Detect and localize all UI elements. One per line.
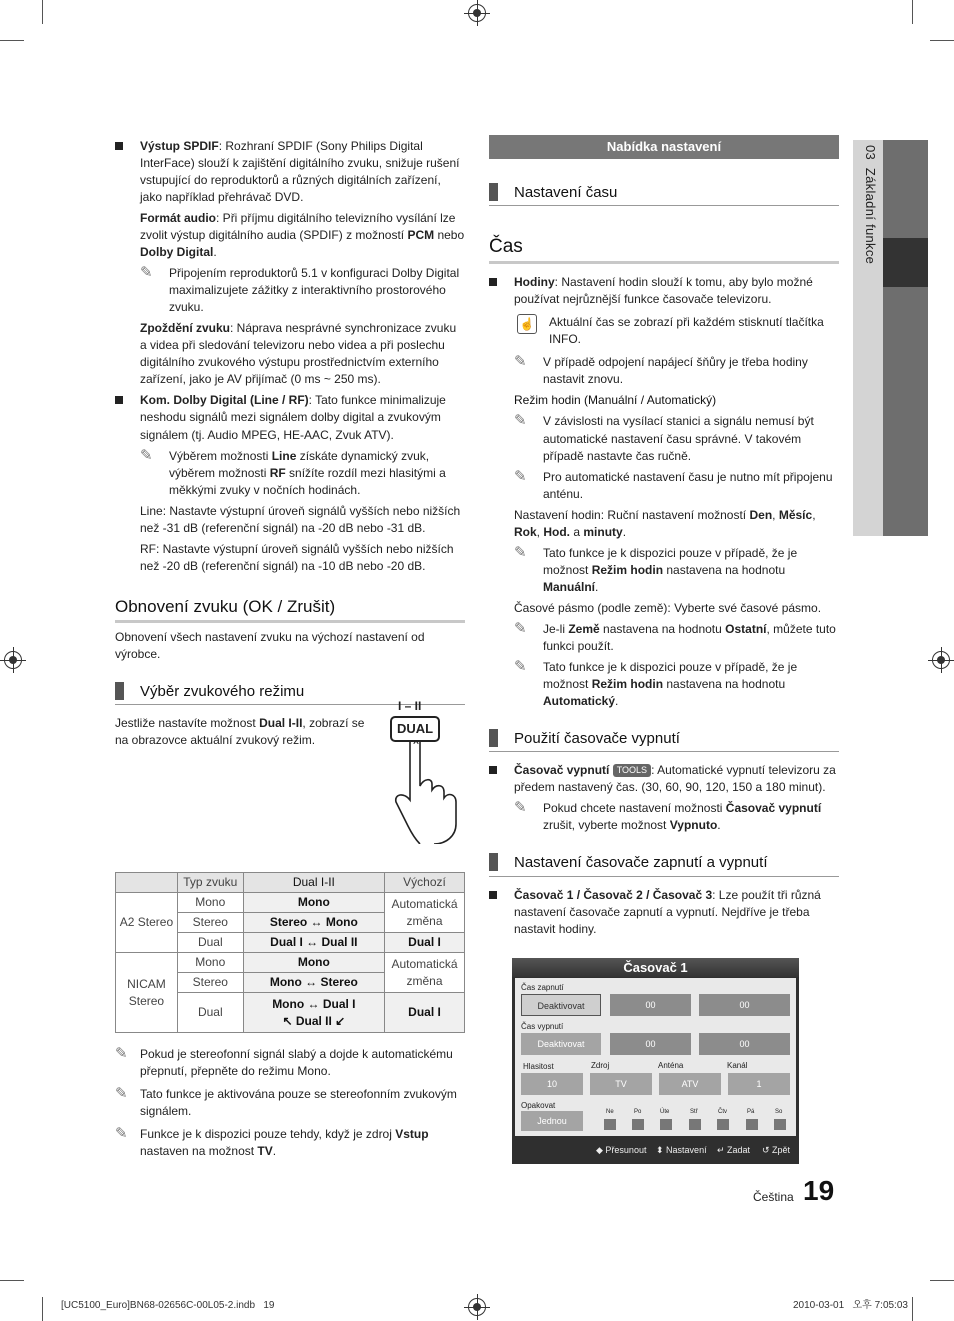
note-pencil-icon: ✎ <box>514 799 527 817</box>
crop-mark <box>0 40 24 41</box>
info-note: ☝ Aktuální čas se zobrazí při každém stisknutí tlačítka INFO. <box>489 314 839 348</box>
note-pencil-icon: ✎ <box>140 446 153 464</box>
file-info: [UC5100_Euro]BN68-02656C-00L05-2.indb 19 <box>61 1300 275 1311</box>
heading-bar <box>489 853 498 871</box>
page-number: 19 <box>803 1175 835 1206</box>
return-hint: ↺ Zpět <box>762 1145 791 1155</box>
clock-item: Hodiny: Nastavení hodin slouží k tomu, aby bylo možné používat nejrůznější funkce časovače televizoru. <box>489 274 839 308</box>
note-pencil-icon: ✎ <box>140 264 153 282</box>
cas-heading: Čas <box>489 234 839 264</box>
crop-mark <box>912 0 913 24</box>
line-item: Line: Nastavte výstupní úroveň signálů vyšších nebo nižších než -31 dB (referenční signál) na -20 dB nebo -31 dB. <box>140 503 461 535</box>
tools-badge: TOOLS <box>613 764 651 777</box>
on-off-timer-heading: Nastavení časovače zapnutí a vypnutí <box>489 852 839 876</box>
antenna-note: ✎ Pro automatické nastavení času je nutno mít připojenu anténu. <box>514 467 833 501</box>
hand-info-icon: ☝ <box>517 314 537 334</box>
on-time-minute-field[interactable]: 00 <box>699 994 790 1016</box>
table-row: Dual Mono ↔ Dual I ↖ Dual II ↙ Dual I <box>116 993 465 1033</box>
note-line-rf: ✎ Výběrem možnosti Line získáte dynamický zvuk, výběrem možnosti RF snížíte rozdíl mezi hlasitými a měkkými zvuky v nočních hodinách. <box>140 446 446 497</box>
power-note: ✎ V případě odpojení napájecí šňůry je třeba hodiny nastavit znovu. <box>514 353 808 387</box>
reset-text: Obnovení všech nastavení zvuku na výchozí nastavení od výrobce. <box>115 629 425 661</box>
dialog-body: Čas zapnutí Deaktivovat 00 00 Čas vypnutí Deaktivovat 00 00 Hlasitost Zdroj Anténa Kanál 10 TV ATV 1 Opakovat Jednou Ne Po Úte Stř Čtv Pá So <box>515 978 796 1136</box>
note-pencil-icon: ✎ <box>115 1125 128 1143</box>
time-settings-heading: Nastavení času <box>489 182 839 206</box>
day-checkbox[interactable] <box>774 1119 786 1130</box>
off-time-activate-field[interactable]: Deaktivovat <box>521 1033 601 1055</box>
dual-button-illustration <box>386 696 468 844</box>
bullet-square-icon <box>489 766 497 774</box>
dual-label: I – II <box>398 699 422 713</box>
nicam-group: NICAM Stereo <box>116 953 178 1033</box>
registration-mark-icon <box>4 651 22 669</box>
crop-mark <box>912 1297 913 1321</box>
right-column <box>489 135 839 942</box>
channel-label: Kanál <box>727 1061 748 1070</box>
note-weak-signal: ✎ Pokud je stereofonní signál slabý a dojde k automatickému přepnutí, přepněte do režimu Mono. <box>115 1045 453 1079</box>
registration-mark-icon <box>468 1298 486 1316</box>
on-time-activate-field[interactable]: Deaktivovat <box>521 994 601 1016</box>
sleep-note: ✎ Pokud chcete nastavení možnosti Časovač vypnutí zrušit, vyberte možnost Vypnuto. <box>514 799 822 833</box>
note-pencil-icon: ✎ <box>115 1085 128 1103</box>
table-row: Stereo Mono ↔ Stereo <box>116 973 465 993</box>
note-pencil-icon: ✎ <box>514 412 527 430</box>
sleep-timer-heading: Použití časovače vypnutí <box>489 728 839 752</box>
crop-mark <box>0 1280 24 1281</box>
clock-mode-label: Režim hodin (Manuální / Automatický) <box>514 393 717 408</box>
table-row: Stereo Stereo ↔ Mono <box>116 913 465 933</box>
heading-bar <box>489 729 498 747</box>
note-pencil-icon: ✎ <box>514 657 527 675</box>
crop-mark <box>42 0 43 24</box>
note-pencil-icon: ✎ <box>514 543 527 561</box>
on-time-hour-field[interactable]: 00 <box>610 994 691 1016</box>
sidebar-tab-marker <box>883 238 928 287</box>
volume-label: Hlasitost <box>523 1062 554 1071</box>
table-row: A2 Stereo Mono Mono Automatická změna <box>116 893 465 913</box>
table-row: NICAM Stereo Mono Mono Automatická změna <box>116 953 465 973</box>
note-pencil-icon: ✎ <box>514 619 527 637</box>
note-51: ✎ Připojením reproduktorů 5.1 v konfiguraci Dolby Digital maximalizujete zážitky z interaktivního prostorového zvuku. <box>140 264 460 315</box>
mode-heading: Výběr zvukového režimu <box>115 681 465 705</box>
left-column <box>115 138 465 749</box>
audio-format-item: Formát audio: Při příjmu digitálního televizního vysílání lze zvolit výstup digitálního audia (SPDIF) z možností PCM nebo Dolby Digital. <box>140 211 465 260</box>
bullet-square-icon <box>489 278 497 286</box>
timers-item: Časovač 1 / Časovač 2 / Časovač 3: Lze použít tři různá nastavení časovače zapnutí a vypnutí. Nejdříve je třeba nastavit hodiny. <box>489 887 839 938</box>
note-stereo-only: ✎ Tato funkce je aktivována pouze se stereofonním zvukovým signálem. <box>115 1085 457 1119</box>
country-note: ✎ Je-li Země nastavena na hodnotu Ostatní, můžete tuto funkci použít. <box>514 619 836 653</box>
time-zone-item: Časové pásmo (podle země): Vyberte své časové pásmo. <box>514 600 822 615</box>
move-hint: ◆ Přesunout <box>596 1145 647 1155</box>
bullet-square-icon <box>115 142 123 150</box>
channel-field[interactable]: 1 <box>728 1073 790 1095</box>
heading-bar <box>115 682 124 700</box>
crop-mark <box>930 40 954 41</box>
day-checkbox[interactable] <box>604 1119 616 1130</box>
registration-mark-icon <box>468 4 486 22</box>
heading-bar <box>489 183 498 201</box>
note-pencil-icon: ✎ <box>514 353 527 371</box>
registration-mark-icon <box>932 651 950 669</box>
mode-note: ✎ V závislosti na vysílací stanici a signálu nemusí být automatické nastavení času správné. V takovém případě nastavte čas ručně. <box>514 412 814 463</box>
adjust-hint: ⬍ Nastavení <box>656 1145 707 1155</box>
antenna-label: Anténa <box>658 1061 684 1070</box>
mode-text: Jestliže nastavíte možnost Dual I-II, zobrazí se na obrazovce aktuální zvukový režim. <box>115 716 365 748</box>
a2-group: A2 Stereo <box>116 893 178 953</box>
volume-field[interactable]: 10 <box>521 1073 583 1095</box>
note-pencil-icon: ✎ <box>115 1045 128 1062</box>
timer-dialog <box>512 958 799 1164</box>
crop-mark <box>930 1280 954 1281</box>
reset-heading: Obnovení zvuku (OK / Zrušit) <box>115 595 465 623</box>
day-checkbox[interactable] <box>632 1119 644 1130</box>
dolby-item: Kom. Dolby Digital (Line / RF): Tato funkce minimalizuje neshodu signálů mezi signálem dolby digital a zvukovým signálem (tj. Audio MPEG, HE-AAC, Zvuk ATV). <box>115 392 465 443</box>
dialog-title: Časovač 1 <box>512 958 799 977</box>
bullet-square-icon <box>489 891 497 899</box>
enter-hint: ↵ Zadat <box>717 1145 751 1155</box>
manual-note: ✎ Tato funkce je k dispozici pouze v případě, že je možnost Režim hodin nastavena na hodnotu Manuální. <box>514 543 798 594</box>
sidebar-tab-dark <box>883 140 928 536</box>
dialog-footer <box>512 1138 799 1160</box>
repeat-field[interactable]: Jednou <box>521 1111 583 1131</box>
rf-item: RF: Nastavte výstupní úroveň signálů vyšších nebo nižších než -20 dB (referenční signál) na -10 dB nebo -20 dB. <box>140 541 454 573</box>
antenna-field[interactable]: ATV <box>659 1073 721 1095</box>
print-date: 2010-03-01 오후 7:05:03 <box>793 1300 908 1311</box>
auto-note: ✎ Tato funkce je k dispozici pouze v případě, že je možnost Režim hodin nastavena na hodnotu Automatický. <box>514 657 798 708</box>
section-banner: Nabídka nastavení <box>489 135 839 159</box>
bullet-square-icon <box>115 396 123 404</box>
note-input-tv: ✎ Funkce je k dispozici pouze tehdy, když je zdroj Vstup nastaven na možnost TV. <box>115 1125 429 1159</box>
off-time-hour-field[interactable]: 00 <box>610 1033 691 1055</box>
source-label: Zdroj <box>591 1061 610 1070</box>
day-checkbox[interactable] <box>689 1119 701 1130</box>
dual-button: DUAL <box>390 716 440 742</box>
source-field[interactable]: TV <box>590 1073 652 1095</box>
sleep-timer-item: Časovač vypnutí TOOLS : Automatické vypnutí televizoru za předem nastavený čas. (30, 60, 90, 120, 150 a 180 minut). <box>489 762 839 796</box>
language-label: Čeština <box>753 1190 794 1204</box>
on-time-label: Čas zapnutí <box>521 983 564 992</box>
spdif-item: Výstup SPDIF: Rozhraní SPDIF (Sony Philips Digital InterFace) slouží k zajištění digitálního zvuku, snižuje rušení vstupující do reproduktorů a různých digitálních zařízení, jako například přehrávač DVD. <box>115 138 465 206</box>
off-time-label: Čas vypnutí <box>521 1022 564 1031</box>
set-clock-item: Nastavení hodin: Ruční nastavení možností Den, Měsíc, Rok, Hod. a minuty. <box>514 507 816 539</box>
audio-delay-item: Zpoždění zvuku: Náprava nesprávné synchronizace zvuku a videa při sledování televizoru nebo videa a při poslechu digitálního zvukového výstupu prostřednictvím externího zařízení, jako je AV přijímač (0 ms ~ 250 ms). <box>140 321 457 387</box>
chapter-label: 03 Základní funkce <box>863 145 878 265</box>
off-time-minute-field[interactable]: 00 <box>699 1033 790 1055</box>
note-pencil-icon: ✎ <box>514 467 527 485</box>
table-notes <box>115 1046 465 1164</box>
day-checkbox[interactable] <box>717 1119 729 1130</box>
day-checkbox[interactable] <box>746 1119 758 1130</box>
hand-icon <box>386 740 468 844</box>
crop-mark <box>42 1297 43 1321</box>
day-checkbox[interactable] <box>660 1119 672 1130</box>
sound-mode-table <box>115 872 465 1033</box>
table-row: Typ zvuku Dual I-II Výchozí <box>116 873 465 893</box>
table-row: Dual Dual I ↔ Dual II Dual I <box>116 933 465 953</box>
repeat-label: Opakovat <box>521 1101 556 1110</box>
